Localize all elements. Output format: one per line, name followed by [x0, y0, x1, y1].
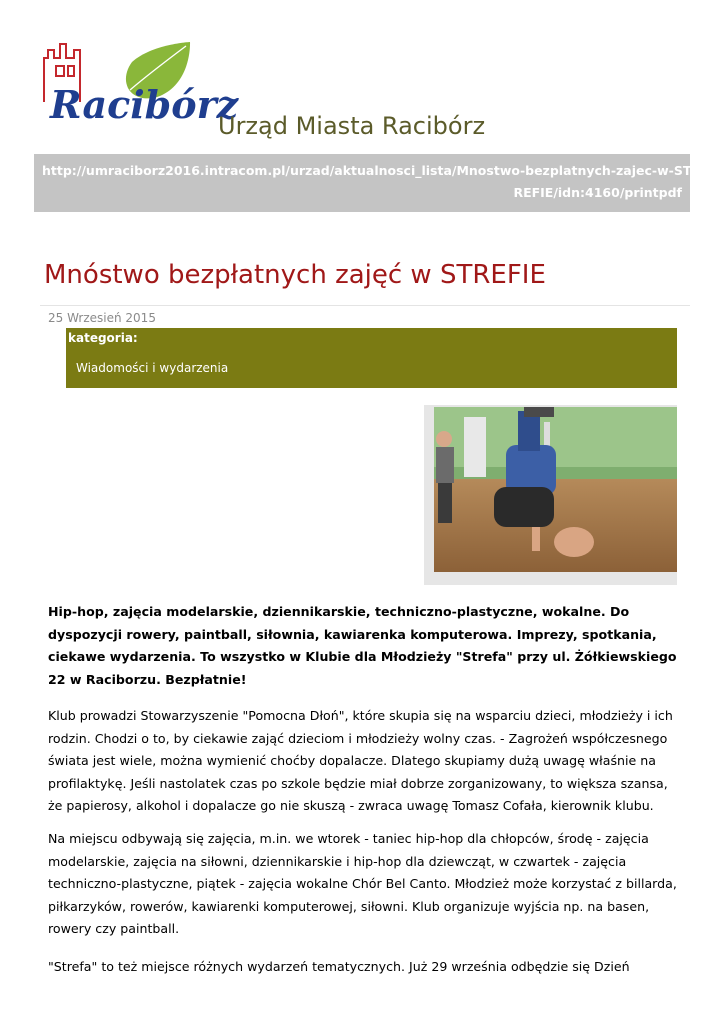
category-label: kategoria: [68, 331, 138, 345]
article-date: 25 Wrzesień 2015 [48, 311, 156, 325]
article-photo [424, 405, 677, 585]
url-line-2: REFIE/idn:4160/printpdf [513, 185, 682, 200]
breakdance-photo [434, 407, 677, 572]
page-url [34, 154, 690, 212]
article-paragraph-3: "Strefa" to też miejsce różnych wydarzeń tematycznych. Już 29 września odbędzie się Dzień [48, 959, 630, 974]
logo-text: Racibórz [50, 82, 239, 127]
title-divider [40, 305, 690, 306]
site-title: Urząd Miasta Racibórz [218, 112, 486, 140]
category-value: Wiadomości i wydarzenia [76, 361, 229, 375]
article-lead: Hip-hop, zajęcia modelarskie, dziennikarskie, techniczno-plastyczne, wokalne. Do dyspozycji rowery, paintball, siłownia, kawiarenka komputerowa. Imprezy, spotkania, ciekawe wydarzenia. To wszystko w Klubie dla Młodzieży "Strefa" przy ul. Żółkiewskiego 22 w Raciborzu. Bezpłatnie! [48, 604, 677, 687]
url-line-1: http://umraciborz2016.intracom.pl/urzad/aktualnosci_lista/Mnostwo-bezplatnych-zajec-w-ST [42, 163, 692, 178]
logo-graphic [40, 40, 239, 140]
article-title: Mnóstwo bezpłatnych zajęć w STREFIE [44, 260, 546, 290]
article-paragraph-2: Na miejscu odbywają się zajęcia, m.in. we wtorek - taniec hip-hop dla chłopców, środę - zajęcia modelarskie, zajęcia na siłowni, dziennikarskie i hip-hop dla dziewcząt, w czwartek - zajęcia techniczno-plastyczne, piątek - zajęcia wokalne Chór Bel Canto. Młodzież może korzystać z billarda, piłkarzyków, rowerów, kawiarenki komputerowej, siłowni. Klub organizuje wyjścia np. na basen, rowery czy paintball. [48, 831, 677, 936]
category-box [66, 328, 677, 388]
raciborz-logo [40, 40, 239, 140]
article-paragraph-1: Klub prowadzi Stowarzyszenie "Pomocna Dłoń", które skupia się na wsparciu dzieci, młodzieży i ich rodzin. Chodzi o to, by ciekawie zająć dzieciom i młodzieży wolny czas. - Zagrożeń współczesnego świata jest wiele, można wymienić choćby dopalacze. Dlatego skupiamy dużą uwagę właśnie na profilaktykę. Jeśli nastolatek czas po szkole będzie miał dobrze zorganizowany, to większa szansa, że papierosy, alkohol i dopalacze go nie skuszą - zwraca uwagę Tomasz Cofała, kierownik klubu. [48, 708, 673, 813]
